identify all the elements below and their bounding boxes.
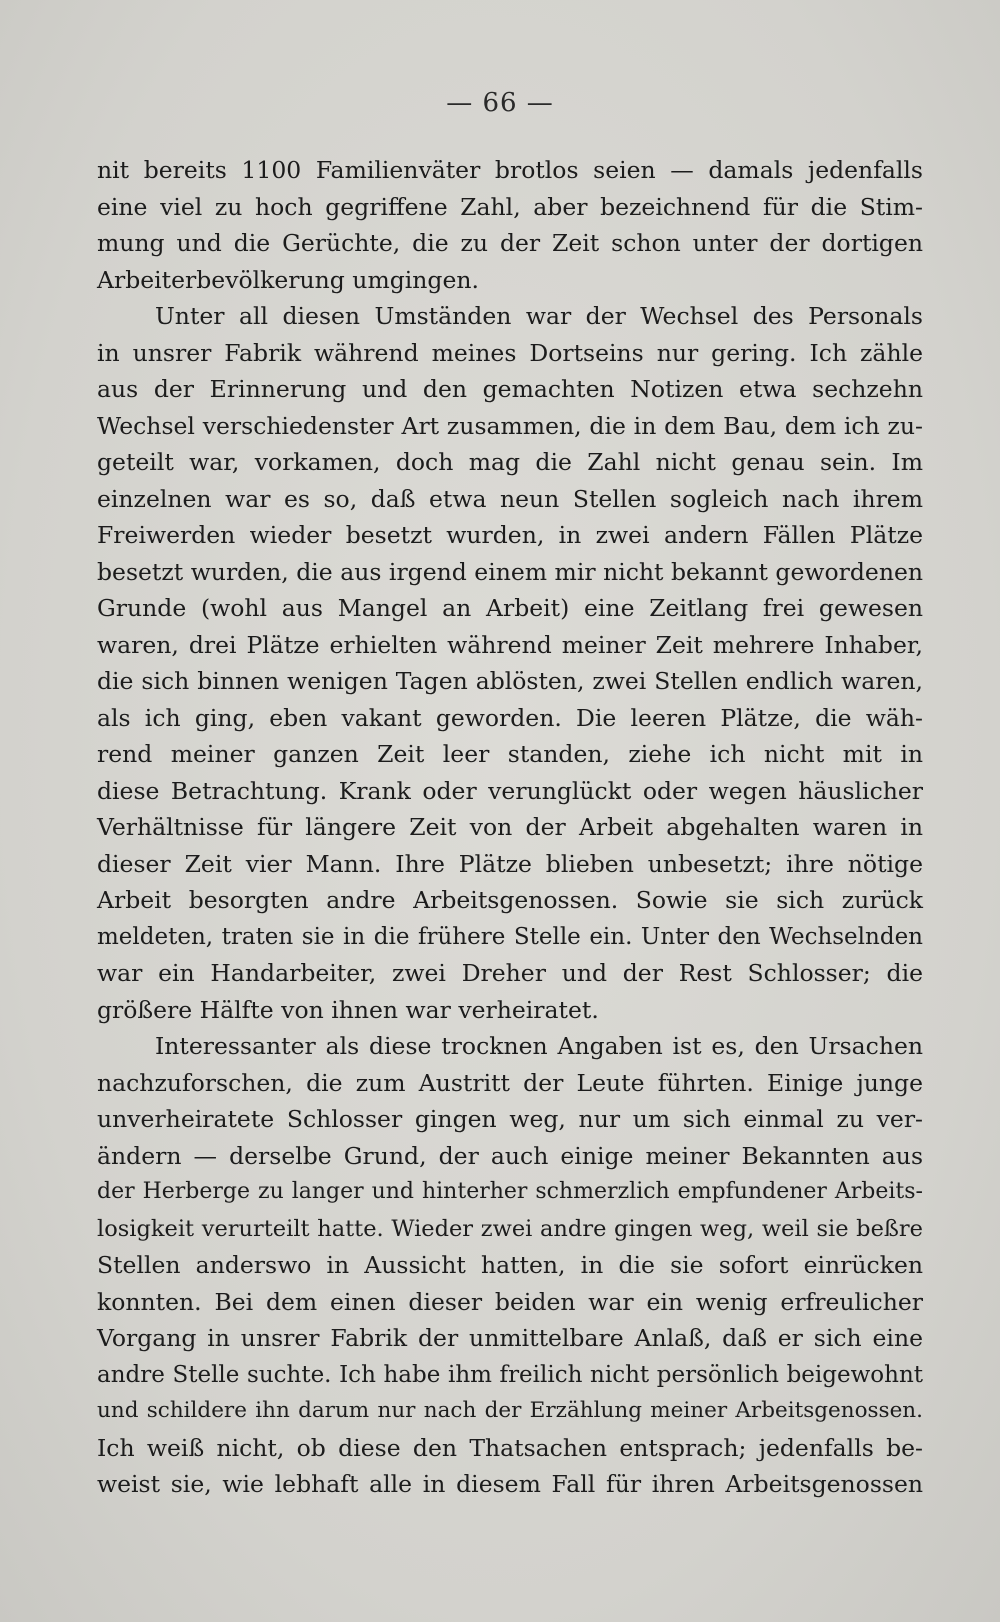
text-line: Verhältnisse für längere Zeit von der Arbeit abgehalten waren in [97,813,923,841]
text-line: unverheiratete Schlosser gingen weg, nur um sich einmal zu ver- [97,1105,923,1133]
text-line: Wechsel verschiedenster Art zusammen, die in dem Bau, dem ich zu- [97,411,923,440]
text-line: Unter all diesen Umständen war der Wechsel des Personals [155,302,923,330]
text-line: weist sie, wie lebhaft alle in diesem Fall für ihren Arbeitsgenossen [97,1470,923,1498]
text-line: nit bereits 1100 Familienväter brotlos seien — damals jedenfalls [97,156,923,184]
text-line: diese Betrachtung. Krank oder verunglückt oder wegen häuslicher [97,776,923,805]
text-line: der Herberge zu langer und hinterher schmerzlich empfundener Arbeits- [97,1179,923,1204]
text-line: dieser Zeit vier Mann. Ihre Plätze blieben unbesetzt; ihre nötige [97,849,923,878]
text-line: geteilt war, vorkamen, doch mag die Zahl nicht genau sein. Im [97,448,923,476]
text-line: eine viel zu hoch gegriffene Zahl, aber bezeichnend für die Stim- [97,192,923,221]
text-line: aus der Erinnerung und den gemachten Notizen etwa sechzehn [97,375,923,403]
text-line: war ein Handarbeiter, zwei Dreher und der Rest Schlosser; die [97,959,923,987]
text-line: Vorgang in unsrer Fabrik der unmittelbare Anlaß, daß er sich eine [97,1324,923,1352]
text-line: mung und die Gerüchte, die zu der Zeit schon unter der dortigen [97,229,923,257]
body-text [97,152,923,1503]
text-line: waren, drei Plätze erhielten während meiner Zeit mehrere Inhaber, [97,630,923,659]
text-line: rend meiner ganzen Zeit leer standen, ziehe ich nicht mit in [97,740,923,768]
text-line: größere Hälfte von ihnen war verheiratet. [97,995,599,1024]
text-line: die sich binnen wenigen Tagen ablösten, zwei Stellen endlich waren, [97,667,923,695]
text-line: Arbeiterbevölkerung umgingen. [97,265,479,294]
text-line: Freiwerden wieder besetzt wurden, in zwei andern Fällen Plätze [97,521,923,549]
text-line: Stellen anderswo in Aussicht hatten, in die sie sofort einrücken [97,1251,923,1279]
text-line: als ich ging, eben vakant geworden. Die leeren Plätze, die wäh- [97,703,923,732]
text-line: meldeten, traten sie in die frühere Stelle ein. Unter den Wechselnden [97,923,923,950]
text-line: besetzt wurden, die aus irgend einem mir nicht bekannt gewordenen [97,557,923,586]
text-line: einzelnen war es so, daß etwa neun Stellen sogleich nach ihrem [97,484,923,513]
text-line: losigkeit verurteilt hatte. Wieder zwei andre gingen weg, weil sie beßre [97,1215,923,1242]
text-line: andre Stelle suchte. Ich habe ihm freilich nicht persönlich beigewohnt [97,1361,923,1388]
text-line: Interessanter als diese trocknen Angaben ist es, den Ursachen [155,1032,923,1060]
page-number: — 66 — [446,88,554,118]
text-line: nachzuforschen, die zum Austritt der Leute führten. Einige junge [97,1068,923,1097]
text-line: ändern — derselbe Grund, der auch einige meiner Bekannten aus [97,1141,923,1170]
text-line: Ich weiß nicht, ob diese den Thatsachen entsprach; jedenfalls be- [97,1433,923,1462]
text-line: Grunde (wohl aus Mangel an Arbeit) eine Zeitlang frei gewesen [97,594,923,622]
text-line: Arbeit besorgten andre Arbeitsgenossen. Sowie sie sich zurück [97,886,923,914]
text-line: in unsrer Fabrik während meines Dortseins nur gering. Ich zähle [97,338,923,367]
text-line: konnten. Bei dem einen dieser beiden war ein wenig erfreulicher [97,1287,923,1316]
text-line: und schildere ihn darum nur nach der Erzählung meiner Arbeitsgenossen. [97,1398,923,1423]
